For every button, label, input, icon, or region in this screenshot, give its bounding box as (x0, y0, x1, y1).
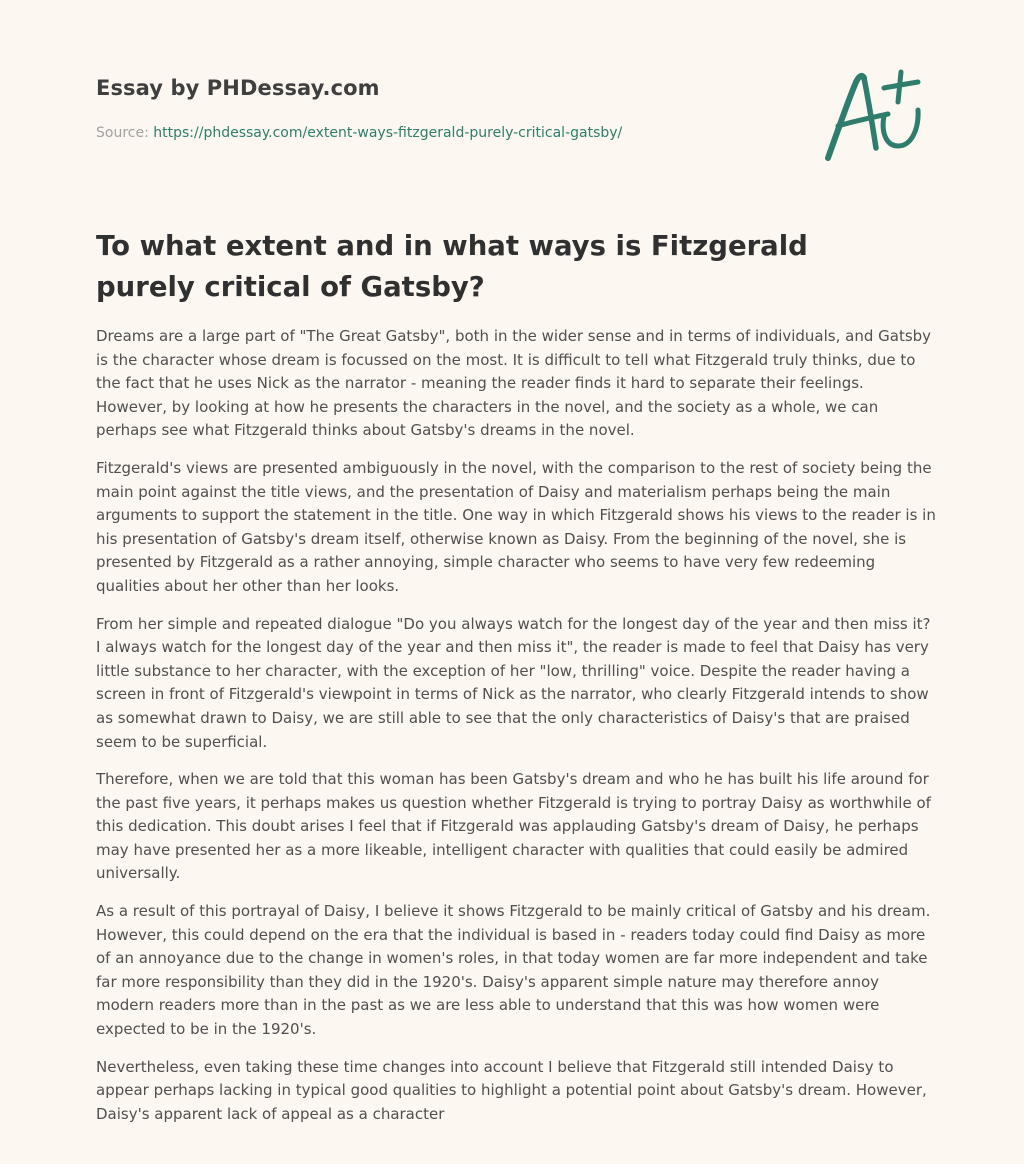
essay-title: To what extent and in what ways is Fitzgerald purely critical of Gatsby? (96, 230, 808, 303)
essay-paragraph: From her simple and repeated dialogue "Do you always watch for the longest day of the year and then miss it? I always watch for the longest day of the year and then miss it", the reader is made to feel that Daisy has very little substance to her character, with the exception of her "low, thrilling" voice. Despite the reader having a screen in front of Fitzgerald's viewpoint in terms of Nick as the narrator, who clearly Fitzgerald intends to show as somewhat drawn to Daisy, we are still able to see that the only characteristics of Daisy's that are praised seem to be superficial. (96, 614, 931, 751)
source-line (96, 125, 622, 141)
essay-paragraph: Dreams are a large part of "The Great Gatsby", both in the wider sense and in terms of individuals, and Gatsby is the character whose dream is focussed on the most. It is difficult to tell what Fitzgerald truly thinks, due to the fact that he uses Nick as the narrator - meaning the reader finds it hard to separate their feelings. However, by looking at how he presents the characters in the novel, and the society as a whole, we can perhaps see what Fitzgerald thinks about Gatsby's dreams in the novel. (96, 327, 932, 440)
a-plus-logo-icon (818, 66, 930, 166)
site-brand: Essay by PHDessay.com (96, 76, 380, 100)
essay-paragraph: Nevertheless, even taking these time changes into account I believe that Fitzgerald still intended Daisy to appear perhaps lacking in typical good qualities to highlight a potential point about Gatsby's dream. However, Daisy's apparent lack of appeal as a character (96, 1057, 927, 1123)
essay-paragraph: Fitzgerald's views are presented ambiguously in the novel, with the comparison to the rest of society being the main point against the title views, and the presentation of Daisy and materialism perhaps being the main arguments to support the statement in the title. One way in which Fitzgerald shows his views to the reader is in his presentation of Gatsby's dream itself, otherwise known as Daisy. From the beginning of the novel, she is presented by Fitzgerald as a rather annoying, simple character who seems to have very few redeeming qualities about her other than her looks. (96, 458, 936, 595)
essay-paragraph: Therefore, when we are told that this woman has been Gatsby's dream and who he has built his life around for the past five years, it perhaps makes us question whether Fitzgerald is trying to portray Daisy as worthwhile of this dedication. This doubt arises I feel that if Fitzgerald was applauding Gatsby's dream of Daisy, he perhaps may have presented her as a more likeable, intelligent character with qualities that could easily be admired universally. (96, 770, 931, 883)
source-link[interactable]: https://phdessay.com/extent-ways-fitzgerald-purely-critical-gatsby/ (153, 125, 623, 141)
essay-body (96, 325, 936, 1140)
essay-paragraph: As a result of this portrayal of Daisy, I believe it shows Fitzgerald to be mainly critical of Gatsby and his dream. However, this could depend on the era that the individual is based in - readers today could find Daisy as more of an annoyance due to the change in women's roles, in that today women are far more independent and take far more responsibility than they did in the 1920's. Daisy's apparent simple nature may therefore annoy modern readers more than in the past as we are less able to understand that this was how women were expected to be in the 1920's. (96, 902, 931, 1039)
source-label: Source: (96, 125, 154, 141)
